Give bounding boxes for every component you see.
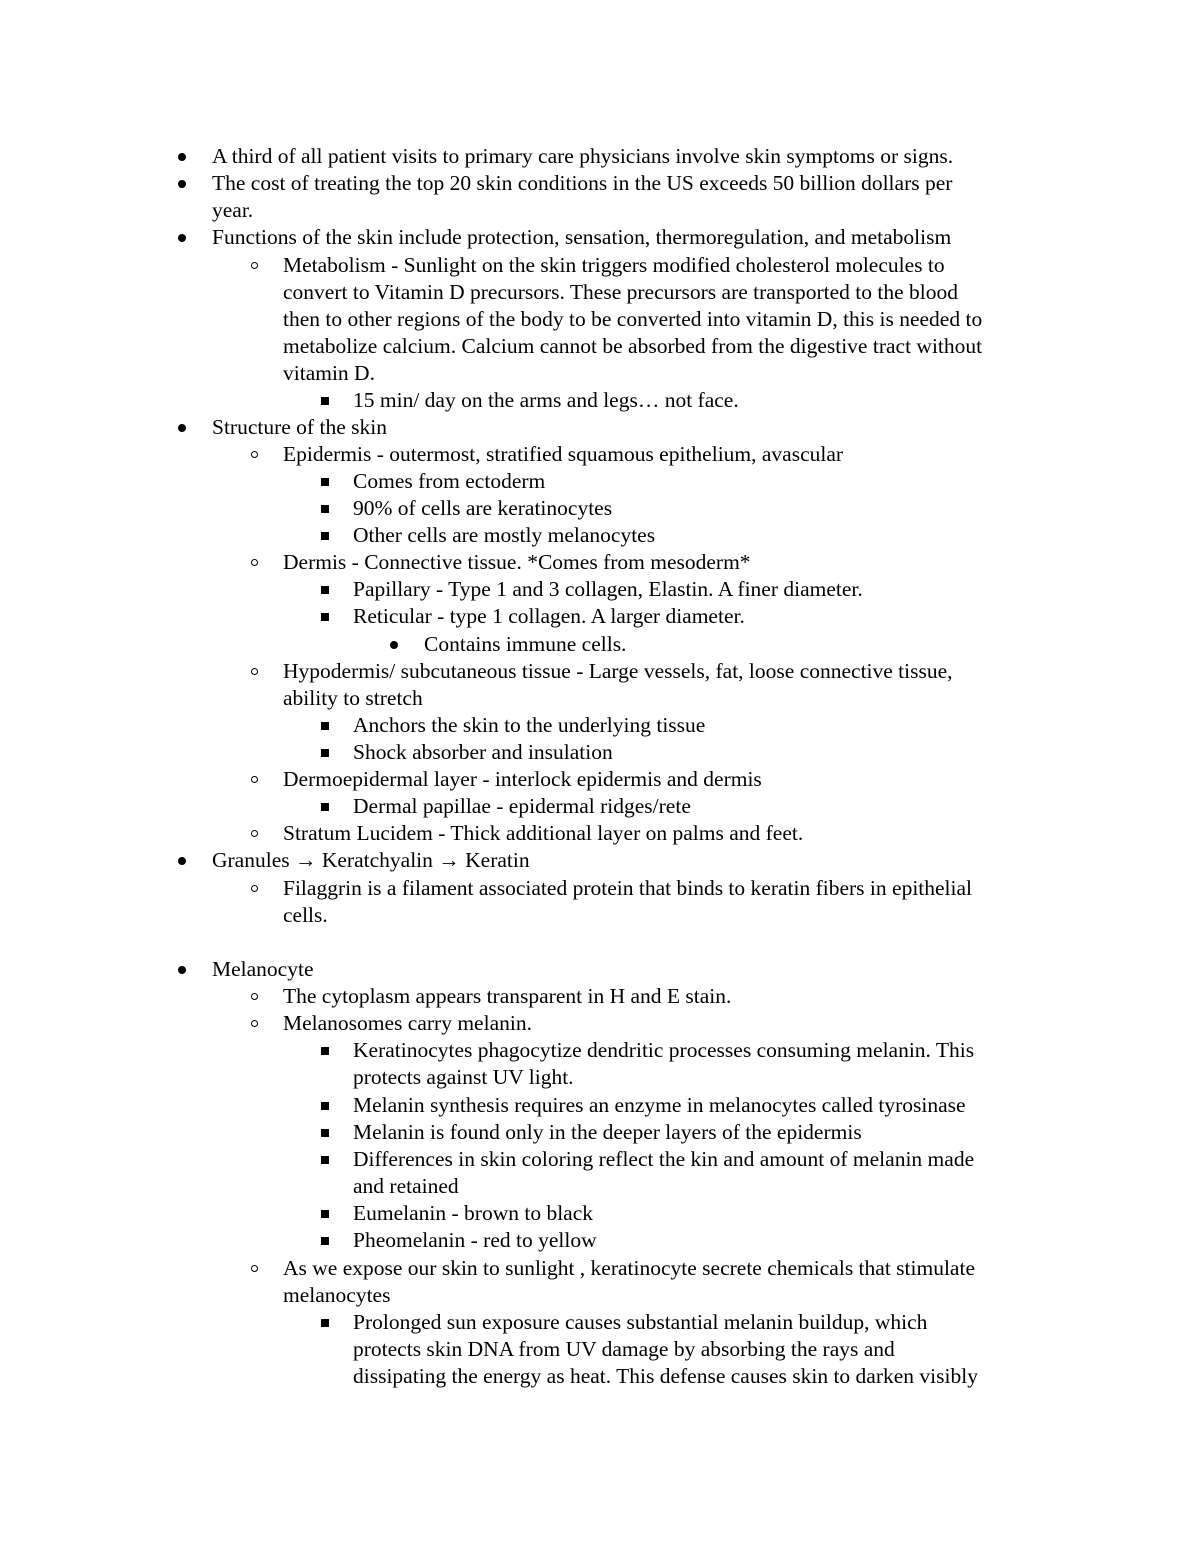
line-text: Dermal papillae - epidermal ridges/rete xyxy=(353,794,691,818)
disc-bullet-icon xyxy=(178,180,186,188)
circle-bullet-icon xyxy=(251,262,258,269)
line-text: Differences in skin coloring reflect the kin and amount of melanin made xyxy=(353,1147,975,1171)
square-bullet-icon xyxy=(321,1237,329,1245)
line-text: dissipating the energy as heat. This defense causes skin to darken visibly xyxy=(353,1364,978,1388)
line-text: Melanocyte xyxy=(212,957,314,981)
line-text: year. xyxy=(212,198,254,222)
line-text: Dermis - Connective tissue. *Comes from mesoderm* xyxy=(283,550,751,574)
circle-bullet-icon xyxy=(251,830,258,837)
disc-bullet-icon xyxy=(390,641,398,649)
square-bullet-icon xyxy=(321,478,329,486)
line-text: Epidermis - outermost, stratified squamous epithelium, avascular xyxy=(283,442,844,466)
line-text: Hypodermis/ subcutaneous tissue - Large vessels, fat, loose connective tissue, xyxy=(283,659,953,683)
line-text: Prolonged sun exposure causes substantial melanin buildup, which xyxy=(353,1310,928,1334)
square-bullet-icon xyxy=(321,722,329,730)
line-text: Anchors the skin to the underlying tissue xyxy=(353,713,706,737)
line-text: Melanin is found only in the deeper layers of the epidermis xyxy=(353,1120,862,1144)
square-bullet-icon xyxy=(321,1210,329,1218)
line-text: cells. xyxy=(283,903,328,927)
line-text: Papillary - Type 1 and 3 collagen, Elastin. A finer diameter. xyxy=(353,577,863,601)
line-text: then to other regions of the body to be converted into vitamin D, this is needed to xyxy=(283,307,983,331)
square-bullet-icon xyxy=(321,397,329,405)
square-bullet-icon xyxy=(321,749,329,757)
circle-bullet-icon xyxy=(251,885,258,892)
line-text: As we expose our skin to sunlight , keratinocyte secrete chemicals that stimulate xyxy=(283,1256,975,1280)
disc-bullet-icon xyxy=(178,424,186,432)
line-text: Shock absorber and insulation xyxy=(353,740,613,764)
line-text: The cytoplasm appears transparent in H and E stain. xyxy=(283,984,732,1008)
disc-bullet-icon xyxy=(178,234,186,242)
line-text: and retained xyxy=(353,1174,459,1198)
square-bullet-icon xyxy=(321,1129,329,1137)
circle-bullet-icon xyxy=(251,1265,258,1272)
square-bullet-icon xyxy=(321,1102,329,1110)
line-text: A third of all patient visits to primary care physicians involve skin symptoms or signs. xyxy=(212,144,954,168)
square-bullet-icon xyxy=(321,505,329,513)
square-bullet-icon xyxy=(321,1319,329,1327)
line-text: protects against UV light. xyxy=(353,1065,574,1089)
line-text: Other cells are mostly melanocytes xyxy=(353,523,656,547)
line-text: Melanin synthesis requires an enzyme in melanocytes called tyrosinase xyxy=(353,1093,966,1117)
line-text: Stratum Lucidem - Thick additional layer on palms and feet. xyxy=(283,821,804,845)
line-text: Reticular - type 1 collagen. A larger diameter. xyxy=(353,604,745,628)
circle-bullet-icon xyxy=(251,668,258,675)
square-bullet-icon xyxy=(321,586,329,594)
line-text: Melanosomes carry melanin. xyxy=(283,1011,532,1035)
line-text: 15 min/ day on the arms and legs… not face. xyxy=(353,388,739,412)
line-text: Keratinocytes phagocytize dendritic processes consuming melanin. This xyxy=(353,1038,975,1062)
disc-bullet-icon xyxy=(178,857,186,865)
line-text: Structure of the skin xyxy=(212,415,387,439)
line-text: Functions of the skin include protection, sensation, thermoregulation, and metabolism xyxy=(212,225,952,249)
square-bullet-icon xyxy=(321,613,329,621)
circle-bullet-icon xyxy=(251,993,258,1000)
line-text: 90% of cells are keratinocytes xyxy=(353,496,613,520)
circle-bullet-icon xyxy=(251,559,258,566)
line-text: The cost of treating the top 20 skin conditions in the US exceeds 50 billion dollars per xyxy=(212,171,953,195)
circle-bullet-icon xyxy=(251,776,258,783)
circle-bullet-icon xyxy=(251,1020,258,1027)
line-text: Dermoepidermal layer - interlock epidermis and dermis xyxy=(283,767,762,791)
line-text: Granules → Keratchyalin → Keratin xyxy=(212,848,530,872)
line-text: Comes from ectoderm xyxy=(353,469,546,493)
disc-bullet-icon xyxy=(178,966,186,974)
line-text: melanocytes xyxy=(283,1283,391,1307)
circle-bullet-icon xyxy=(251,451,258,458)
line-text: ability to stretch xyxy=(283,686,423,710)
line-text: Contains immune cells. xyxy=(424,632,627,656)
square-bullet-icon xyxy=(321,803,329,811)
line-text: Filaggrin is a filament associated protein that binds to keratin fibers in epithelial xyxy=(283,876,973,900)
line-text: Pheomelanin - red to yellow xyxy=(353,1228,597,1252)
square-bullet-icon xyxy=(321,532,329,540)
line-text: convert to Vitamin D precursors. These precursors are transported to the blood xyxy=(283,280,958,304)
disc-bullet-icon xyxy=(178,153,186,161)
line-text: Metabolism - Sunlight on the skin triggers modified cholesterol molecules to xyxy=(283,253,945,277)
line-text: vitamin D. xyxy=(283,361,375,385)
square-bullet-icon xyxy=(321,1047,329,1055)
line-text: Eumelanin - brown to black xyxy=(353,1201,594,1225)
line-text: protects skin DNA from UV damage by absorbing the rays and xyxy=(353,1337,895,1361)
square-bullet-icon xyxy=(321,1156,329,1164)
line-text: metabolize calcium. Calcium cannot be absorbed from the digestive tract without xyxy=(283,334,983,358)
